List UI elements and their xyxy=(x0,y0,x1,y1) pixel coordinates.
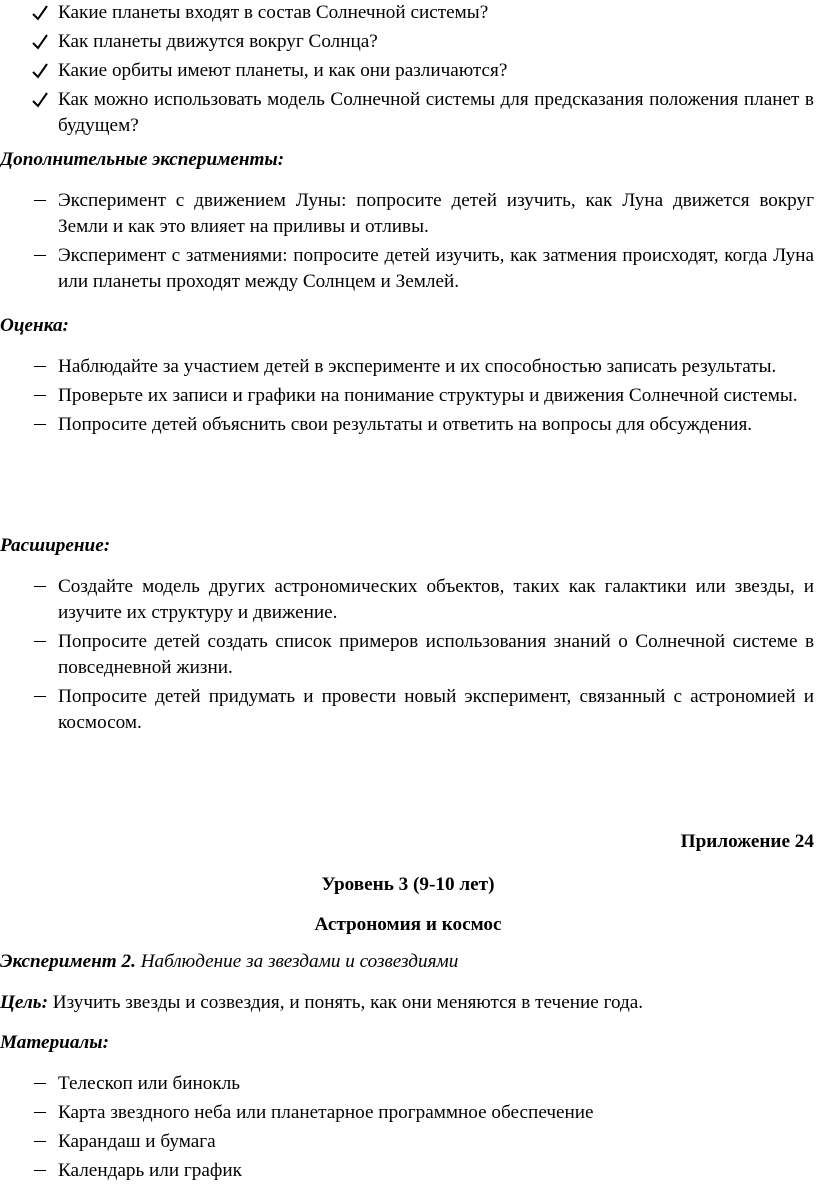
goal-line xyxy=(0,990,643,1016)
appendix-label: Приложение 24 xyxy=(680,831,814,852)
question-text: Какие орбиты имеют планеты, и как они различаются? xyxy=(58,60,508,81)
list-item: Попросите детей придумать и провести новый эксперимент, связанный с астрономией и космосом. xyxy=(0,684,816,736)
checkmark-icon xyxy=(31,33,49,51)
dash-bullet-icon xyxy=(34,395,46,396)
extension-list xyxy=(0,574,816,736)
list-item: Календарь или график xyxy=(0,1158,816,1184)
list-item: Попросите детей создать список примеров использования знаний о Солнечной системе в повседневной жизни. xyxy=(0,629,816,681)
checkmark-icon xyxy=(31,62,49,80)
list-item xyxy=(0,58,816,84)
section-heading-materials: Материалы: xyxy=(0,1032,109,1053)
section-heading-extra-experiments: Дополнительные эксперименты: xyxy=(0,149,285,170)
question-checklist xyxy=(0,0,816,139)
topic-title: Астрономия и космос xyxy=(314,914,502,935)
list-item: Создайте модель других астрономических объектов, таких как галактики или звезды, и изучите их структуру и движение. xyxy=(0,574,816,626)
dash-bullet-icon xyxy=(34,1112,46,1113)
goal-text: Изучить звезды и созвездия, и понять, как они меняются в течение года. xyxy=(52,992,644,1013)
dash-bullet-icon xyxy=(34,1083,46,1084)
level-title: Уровень 3 (9-10 лет) xyxy=(321,874,495,895)
dash-bullet-icon xyxy=(34,366,46,367)
experiment-title: Наблюдение за звездами и созвездиями xyxy=(140,951,459,972)
materials-list xyxy=(0,1071,816,1184)
goal-label: Цель: xyxy=(0,992,48,1013)
list-item xyxy=(0,87,816,139)
dash-bullet-icon xyxy=(34,586,46,587)
list-item: Проверьте их записи и графики на понимание структуры и движения Солнечной системы. xyxy=(0,383,816,409)
list-item: Телескоп или бинокль xyxy=(0,1071,816,1097)
assessment-list xyxy=(0,354,816,438)
list-item: Эксперимент с движением Луны: попросите детей изучить, как Луна движется вокруг Земли и как это влияет на приливы и отливы. xyxy=(0,188,816,240)
dash-bullet-icon xyxy=(34,1141,46,1142)
list-item: Попросите детей объяснить свои результаты и ответить на вопросы для обсуждения. xyxy=(0,412,816,438)
section-heading-assessment: Оценка: xyxy=(0,315,69,336)
checkmark-icon xyxy=(31,91,49,109)
checkmark-icon xyxy=(31,4,49,22)
dash-bullet-icon xyxy=(34,255,46,256)
section-heading-extension: Расширение: xyxy=(0,535,111,556)
question-text: Какие планеты входят в состав Солнечной системы? xyxy=(58,2,489,23)
dash-bullet-icon xyxy=(34,1170,46,1171)
experiment-label: Эксперимент 2. xyxy=(0,951,136,972)
list-item xyxy=(0,29,816,55)
list-item: Карандаш и бумага xyxy=(0,1129,816,1155)
dash-bullet-icon xyxy=(34,424,46,425)
experiment-line xyxy=(0,949,458,975)
list-item xyxy=(0,0,816,26)
list-item: Наблюдайте за участием детей в эксперименте и их способностью записать результаты. xyxy=(0,354,816,380)
list-item: Эксперимент с затмениями: попросите детей изучить, как затмения происходят, когда Луна или планеты проходят между Солнцем и Землей. xyxy=(0,243,816,295)
question-text: Как можно использовать модель Солнечной системы для предсказания положения планет в будущем? xyxy=(58,89,814,136)
dash-bullet-icon xyxy=(34,696,46,697)
list-item: Карта звездного неба или планетарное программное обеспечение xyxy=(0,1100,816,1126)
dash-bullet-icon xyxy=(34,641,46,642)
question-text: Как планеты движутся вокруг Солнца? xyxy=(58,31,378,52)
dash-bullet-icon xyxy=(34,200,46,201)
extra-experiments-list xyxy=(0,188,816,295)
